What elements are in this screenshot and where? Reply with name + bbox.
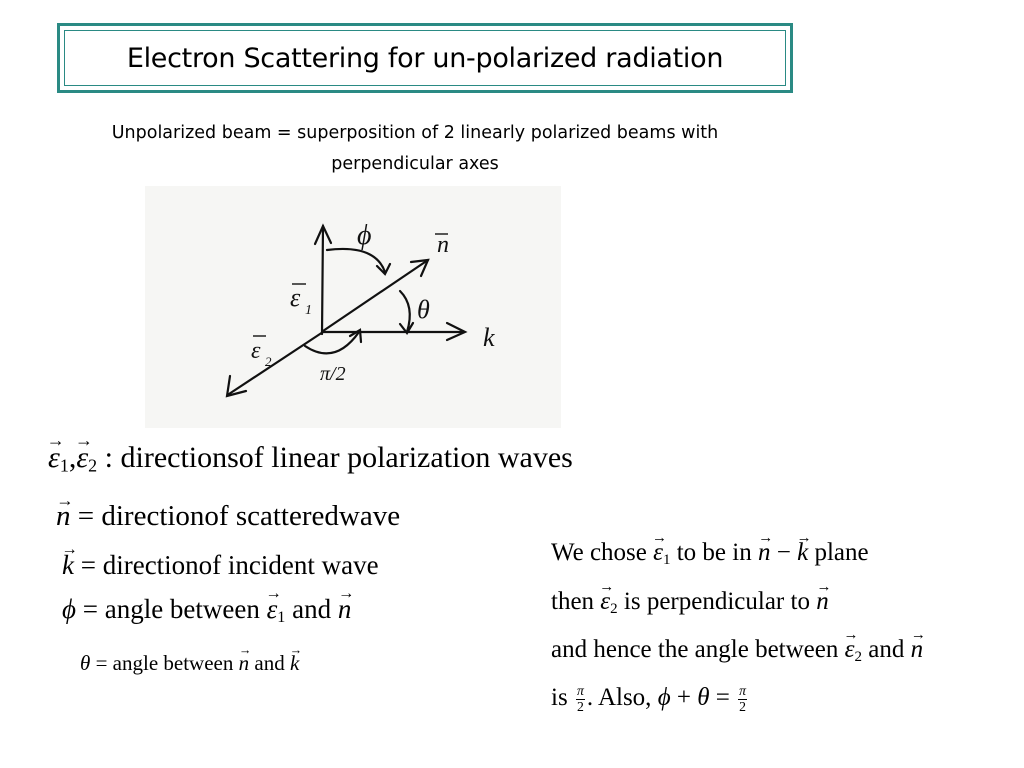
text-is: is xyxy=(551,684,574,711)
title-box xyxy=(57,23,793,93)
text-also: . Also, xyxy=(586,684,658,711)
sketch-label-e1-sub: 1 xyxy=(305,303,312,318)
sketch-label-e2: ε xyxy=(251,338,261,364)
definition-k xyxy=(62,550,379,581)
epsilon1-subscript: 1 xyxy=(277,608,286,627)
explanation-line-4 xyxy=(551,684,749,714)
sketch-label-theta: θ xyxy=(417,295,430,324)
equals-sign: = xyxy=(709,684,737,711)
epsilon1-subscript: 1 xyxy=(59,455,69,476)
epsilon2-subscript: 2 xyxy=(610,600,618,617)
text-to-be-in: to be in xyxy=(670,539,758,566)
n-symbol: → n xyxy=(911,636,924,664)
definition-phi-text: = angle between xyxy=(75,594,267,624)
and-word: and xyxy=(249,651,290,675)
phi-symbol: ϕ xyxy=(657,684,671,711)
slide-title: Electron Scattering for un-polarized radiation xyxy=(126,42,724,74)
epsilon2-subscript: 2 xyxy=(854,648,862,665)
fraction-numerator: π xyxy=(576,683,584,699)
fraction-pi-over-2 xyxy=(576,684,585,714)
epsilon1-symbol: → ε xyxy=(653,539,663,567)
epsilon2-symbol: → ε xyxy=(600,588,610,616)
epsilon2-symbol: → ε xyxy=(845,636,855,664)
explanation-line-2 xyxy=(551,588,829,618)
sketch-label-e1: ε xyxy=(290,283,301,312)
text-then: then xyxy=(551,588,601,615)
plus-sign: + xyxy=(670,684,698,711)
definition-polarization-text: directionsof linear polarization waves xyxy=(120,441,573,474)
fraction-numerator: π xyxy=(739,683,747,699)
epsilon2-axis xyxy=(229,332,323,394)
k-symbol: → k xyxy=(290,651,299,676)
k-symbol: → k xyxy=(797,539,808,567)
epsilon2-symbol: → ε xyxy=(76,441,88,475)
n-axis xyxy=(323,260,428,331)
definition-n xyxy=(56,500,400,533)
n-symbol: → n xyxy=(816,588,829,616)
subtitle xyxy=(40,118,790,180)
sketch-label-pi2: π/2 xyxy=(320,363,346,385)
epsilon2-subscript: 2 xyxy=(88,455,98,476)
n-symbol: → n xyxy=(56,500,71,533)
diagram-svg xyxy=(145,186,561,428)
subtitle-line-1: Unpolarized beam = superposition of 2 linearly polarized beams with xyxy=(111,123,719,143)
sketch-label-e2-sub: 2 xyxy=(265,354,272,369)
and-word: and xyxy=(861,636,911,663)
hand-drawn-diagram xyxy=(145,186,561,428)
theta-symbol: θ xyxy=(80,651,91,675)
theta-symbol: θ xyxy=(697,684,710,711)
k-symbol: → k xyxy=(62,550,74,581)
n-symbol: → n xyxy=(239,651,250,676)
definition-theta xyxy=(80,651,299,676)
epsilon1-axis xyxy=(322,226,323,334)
phi-arc xyxy=(327,249,385,272)
definition-phi xyxy=(62,594,351,627)
sketch-label-k: k xyxy=(483,323,495,352)
epsilon1-subscript: 1 xyxy=(662,551,671,568)
subtitle-line-2: perpendicular axes xyxy=(331,154,499,174)
text-and-hence: and hence the angle between xyxy=(551,636,845,663)
definition-k-text: = directionof incident wave xyxy=(73,550,379,580)
definition-theta-text: = angle between xyxy=(90,651,239,675)
text-we-chose: We chose xyxy=(551,539,654,566)
text-is-perpendicular-to: is perpendicular to xyxy=(617,588,817,615)
epsilon1-symbol: → ε xyxy=(48,441,60,475)
phi-symbol: ϕ xyxy=(62,594,76,624)
explanation-line-3 xyxy=(551,636,923,666)
definition-n-text: = directionof scatteredwave xyxy=(70,500,401,532)
comma: , xyxy=(68,441,77,474)
n-symbol: → n xyxy=(338,594,352,625)
sketch-label-n: n xyxy=(437,232,449,258)
fraction-denominator: 2 xyxy=(739,698,747,714)
sketch-label-phi: ϕ xyxy=(357,220,372,251)
colon: : xyxy=(97,441,121,474)
definition-polarization xyxy=(48,441,573,477)
fraction-denominator: 2 xyxy=(576,698,584,714)
explanation-line-1 xyxy=(551,539,869,569)
text-plane: plane xyxy=(808,539,869,566)
and-word: and xyxy=(285,594,338,624)
n-symbol: → n xyxy=(758,539,771,567)
title-inner-frame xyxy=(64,30,786,86)
fraction-pi-over-2 xyxy=(738,684,747,714)
epsilon1-symbol: → ε xyxy=(267,594,278,625)
minus-sign: − xyxy=(770,539,798,566)
